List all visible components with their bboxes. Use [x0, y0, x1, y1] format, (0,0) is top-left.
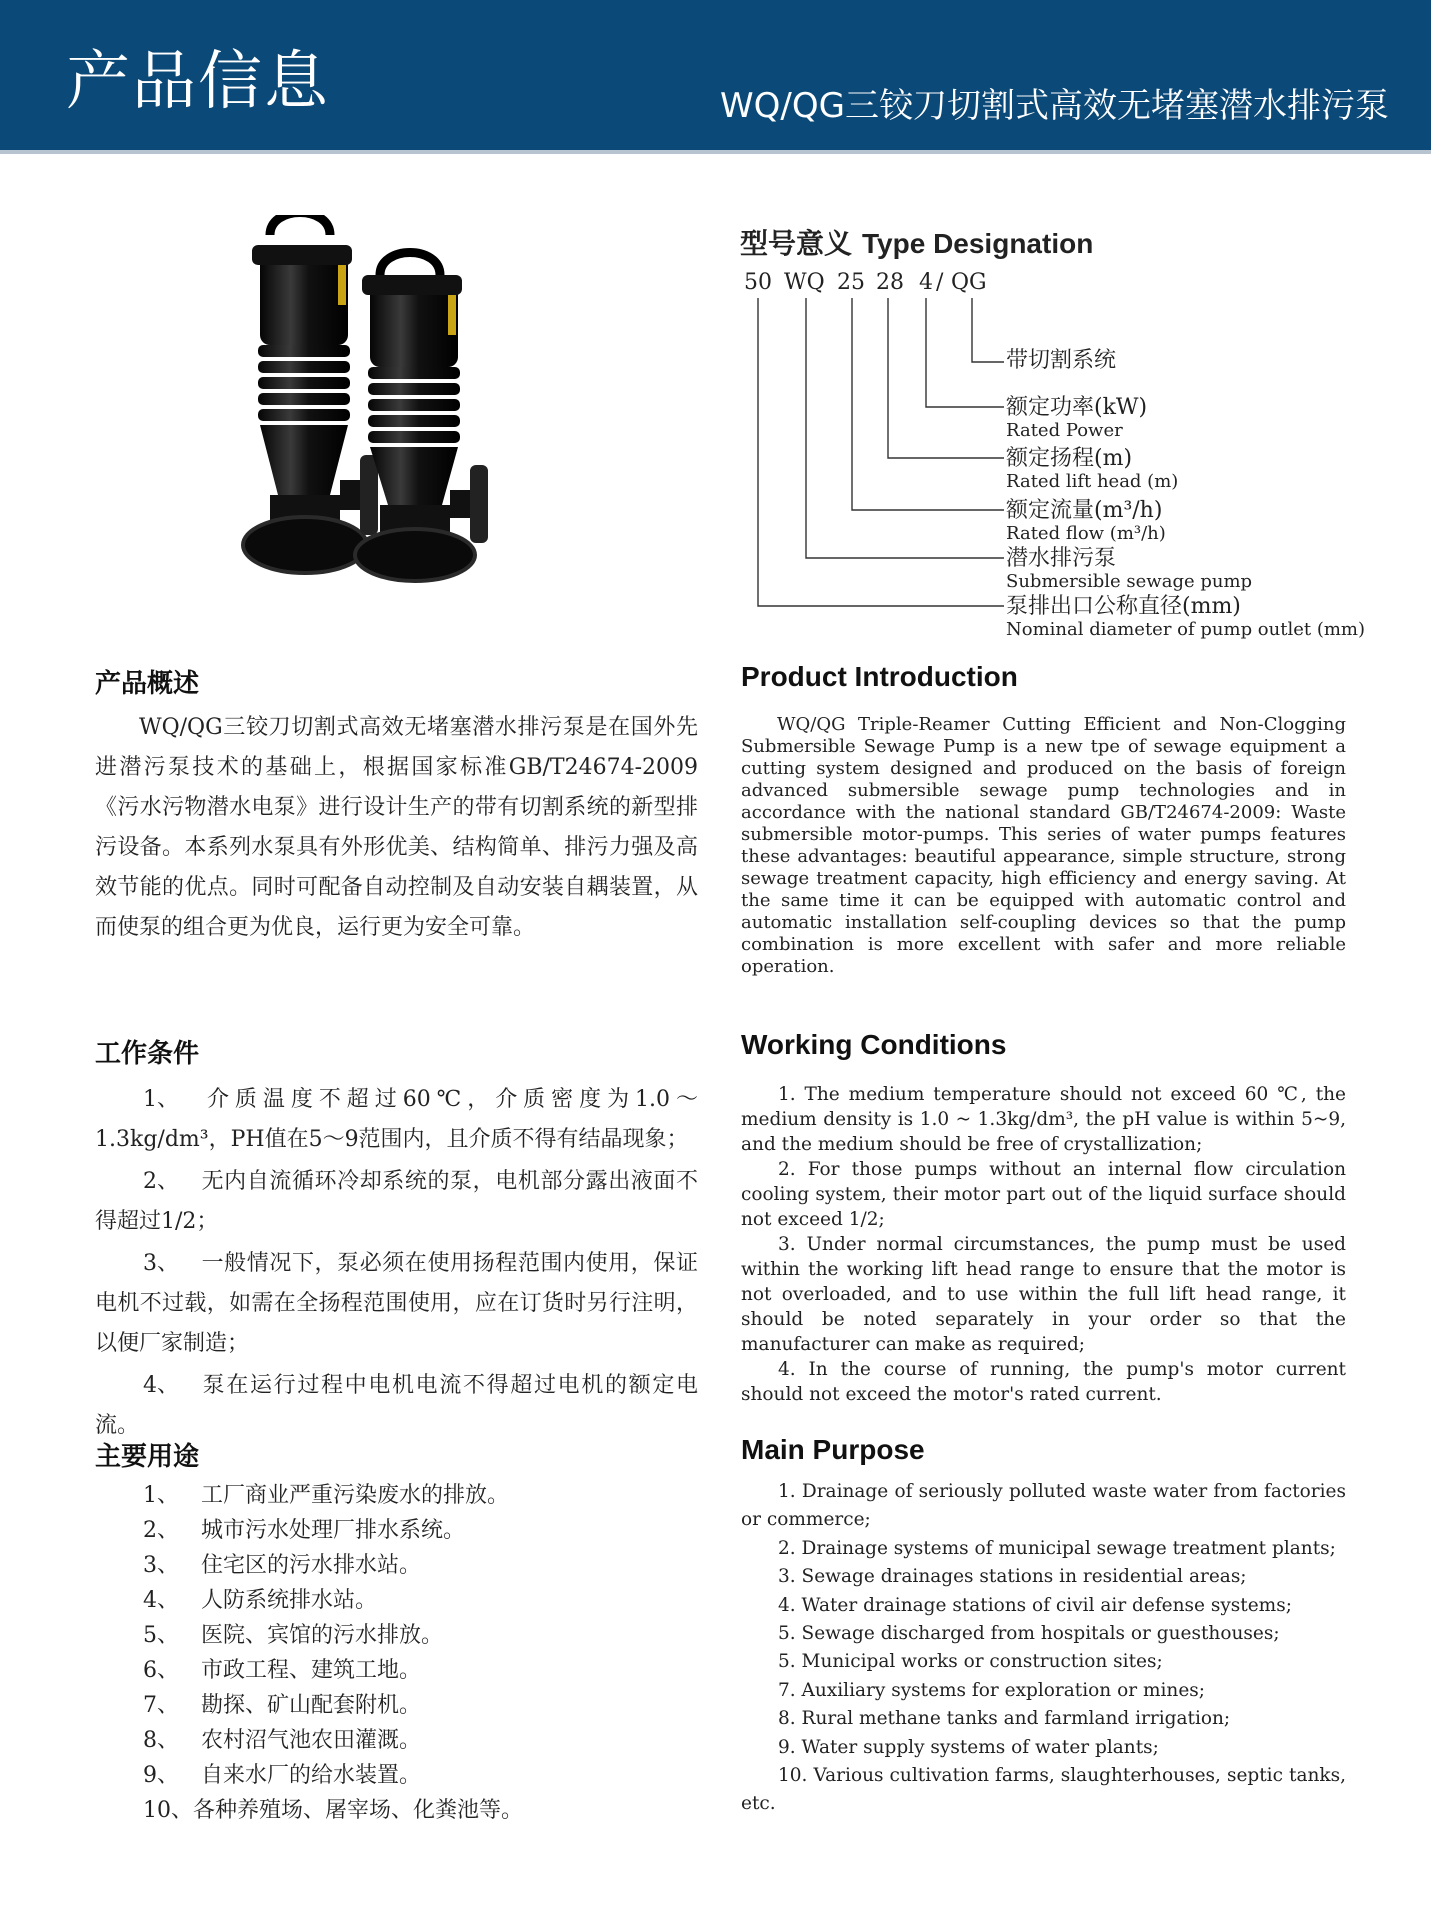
list-item: 9、 自来水厂的给水装置。	[143, 1763, 422, 1788]
list-item: 3. Under normal circumstances, the pump must be used within the working lift head range to ensure that the motor is not overloaded, and to use within the full lift head range, it should be noted separately in your order so that the manufacturer can make as required;	[741, 1234, 1346, 1355]
code-part: 50	[744, 270, 772, 295]
list-item: 1. The medium temperature should not exceed 60 ℃, the medium density is 1.0 ~ 1.3kg/dm³, the pH value is within 5~9, and the medium should be free of crystallization;	[741, 1084, 1346, 1155]
product-name: WQ/QG三铰刀切割式高效无堵塞潜水排污泵	[720, 86, 1389, 126]
list-item: 1、 介质温度不超过60℃，介质密度为1.0～1.3kg/dm³，PH值在5～9范围内，且介质不得有结晶现象；	[95, 1087, 698, 1152]
list-item: 7. Auxiliary systems for exploration or mines;	[778, 1679, 1205, 1701]
list-item: 10、各种养殖场、屠宰场、化粪池等。	[143, 1798, 524, 1823]
list-item: 2、 无内自流循环冷却系统的泵，电机部分露出液面不得超过1/2；	[95, 1169, 698, 1234]
list-item: 4、 人防系统排水站。	[143, 1588, 378, 1613]
main-purpose-list-cn	[95, 1478, 698, 1828]
code-part: 25	[837, 270, 865, 295]
list-item: 5. Municipal works or construction sites;	[778, 1651, 1163, 1673]
list-item: 8、 农村沼气池农田灌溉。	[143, 1728, 422, 1753]
type-designation-title-cn: 型号意义	[740, 227, 853, 260]
legend-item: 额定功率(kW) Rated Power	[1006, 395, 1148, 441]
code-part: 4	[919, 270, 933, 295]
page-title: 产品信息	[66, 45, 330, 119]
list-item: 5、 医院、宾馆的污水排放。	[143, 1623, 444, 1648]
code-part: 28	[876, 270, 904, 295]
list-item: 3、 住宅区的污水排水站。	[143, 1553, 422, 1578]
list-item: 9. Water supply systems of water plants;	[778, 1736, 1159, 1758]
overview-heading-en: Product Introduction	[741, 661, 1018, 692]
legend-item: 额定扬程(m) Rated lift head (m)	[1006, 446, 1179, 492]
legend-item: 额定流量(m³/h) Rated flow (m³/h)	[1006, 498, 1166, 544]
main-purpose-list-en	[741, 1478, 1346, 1819]
list-item: 1、 工厂商业严重污染废水的排放。	[143, 1483, 510, 1508]
list-item: 2. For those pumps without an internal flow circulation cooling system, their motor part out of the liquid surface should not exceed 1/2;	[741, 1159, 1346, 1230]
overview-heading-cn: 产品概述	[95, 669, 200, 699]
overview-text-cn: WQ/QG三铰刀切割式高效无堵塞潜水排污泵是在国外先进潜污泵技术的基础上，根据国家标准GB/T24674-2009《污水污物潜水电泵》进行设计生产的带有切割系统的新型排污设备。本系列水泵具有外形优美、结构简单、排污力强及高效节能的优点。同时可配备自动控制及自动安装自耦装置，从而使泵的组合更为优良，运行更为安全可靠。	[95, 715, 698, 940]
main-purpose-heading-cn: 主要用途	[95, 1442, 200, 1472]
list-item: 3. Sewage drainages stations in residential areas;	[778, 1566, 1247, 1588]
type-designation-title-en: Type Designation	[862, 228, 1094, 259]
list-item: 4. Water drainage stations of civil air defense systems;	[778, 1594, 1292, 1616]
main-purpose-heading-en: Main Purpose	[741, 1434, 925, 1465]
list-item: 6、 市政工程、建筑工地。	[143, 1658, 422, 1683]
list-item: 4. In the course of running, the pump's motor current should not exceed the motor's rated current.	[741, 1359, 1346, 1405]
list-item: 3、 一般情况下，泵必须在使用扬程范围内使用，保证电机不过载，如需在全扬程范围使用，应在订货时另行注明，以便厂家制造；	[95, 1251, 698, 1356]
code-part: WQ	[784, 270, 825, 295]
list-item: 1. Drainage of seriously polluted waste water from factories or commerce;	[741, 1481, 1346, 1531]
list-item: 7、 勘探、矿山配套附机。	[143, 1693, 422, 1718]
working-conditions-heading-en: Working Conditions	[741, 1029, 1007, 1060]
working-conditions-heading-cn: 工作条件	[95, 1039, 200, 1069]
list-item: 10. Various cultivation farms, slaughterhouses, septic tanks, etc.	[741, 1765, 1346, 1815]
code-part: QG	[951, 270, 987, 295]
legend-item: 泵排出口公称直径(mm) Nominal diameter of pump outlet (mm)	[1006, 594, 1366, 640]
working-conditions-list-cn	[95, 1080, 698, 1448]
code-part: /	[936, 270, 944, 295]
legend-item: 潜水排污泵 Submersible sewage pump	[1006, 546, 1253, 592]
list-item: 2、 城市污水处理厂排水系统。	[143, 1518, 466, 1543]
list-item: 8. Rural methane tanks and farmland irrigation;	[778, 1708, 1231, 1730]
list-item: 4、 泵在运行过程中电机电流不得超过电机的额定电流。	[95, 1373, 698, 1438]
overview-text-en: WQ/QG Triple-Reamer Cutting Efficient and Non-Clogging Submersible Sewage Pump is a new tpe of sewage equipment a cutting system designed and produced on the basis of foreign advanced submersible sewage pump technologies and in accordance with the national standard GB/T24674-2009: Waste submersible motor-pumps. This series of water pumps features these advantages: beautiful appearance, simple structure, strong sewage treatment capacity, high efficiency and energy saving. At the same time it can be equipped with automatic control and automatic installation self-coupling devices so that the pump combination is more excellent with safer and more reliable operation.	[741, 714, 1346, 977]
working-conditions-list-en	[741, 1082, 1346, 1407]
legend-item: 带切割系统	[1006, 348, 1117, 373]
list-item: 5. Sewage discharged from hospitals or guesthouses;	[778, 1623, 1280, 1645]
list-item: 2. Drainage systems of municipal sewage treatment plants;	[778, 1537, 1336, 1559]
